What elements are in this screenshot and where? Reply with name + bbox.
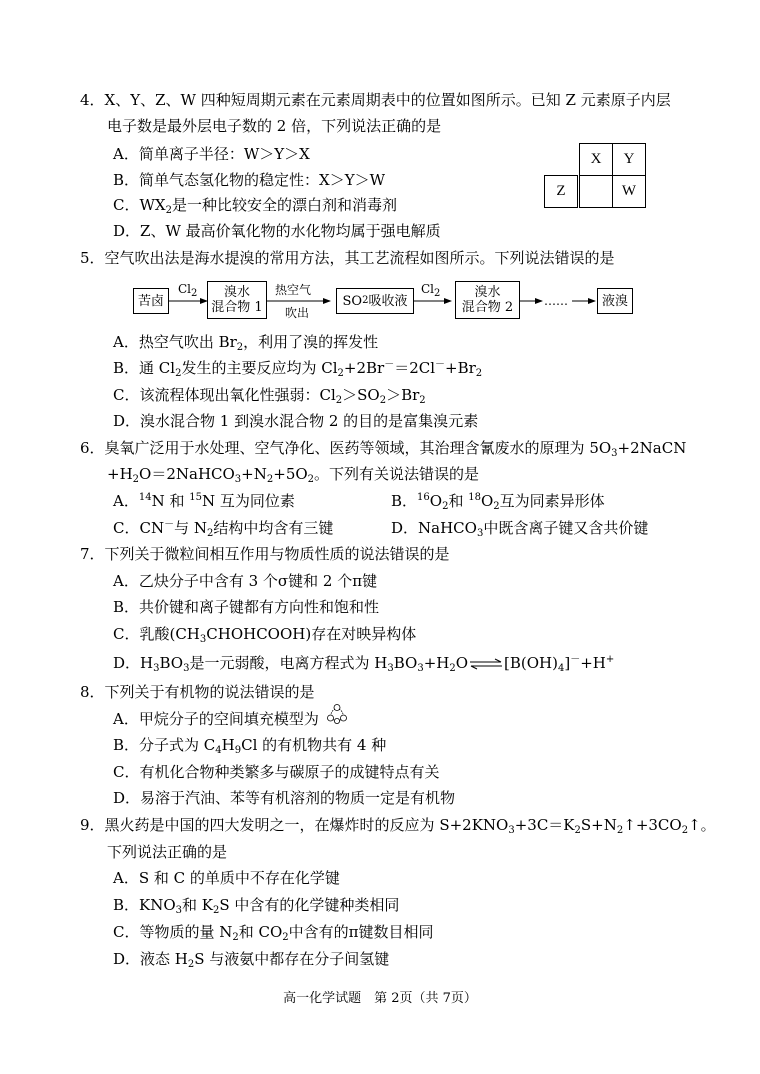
- flow-box-mixture-1: [207, 281, 267, 319]
- q6-option-c: C．CN－与 $N_2$结构中均含有三键: [113, 519, 334, 539]
- q8-option-c: C．有机化合物种类繁多与碳原子的成键特点有关: [113, 763, 440, 781]
- q6-option-d: D．NaHCO$_3$中既含离子键又含共价键: [391, 519, 649, 539]
- q6-stem-line2: $+H_2O=2NaHCO_3+N_2+5O_2$。下列有关说法错误的是: [107, 465, 480, 485]
- flow-box-mixture-2-line1: 溴水: [474, 285, 501, 300]
- cell-y: Y: [612, 143, 646, 176]
- q9-stem-line1: 9．黑火药是中国的四大发明之一，在爆炸时的反应为 $S+2KNO_3+3C=K_2S+N_2↑+3CO_2↑$。: [80, 816, 716, 836]
- q5-option-d: D．溴水混合物 1 到溴水混合物 2 的目的是富集溴元素: [113, 412, 479, 430]
- q6-option-a: A．$^{14}$N 和 $^{15}$N 互为同位素: [113, 492, 295, 510]
- cell-z: Z: [544, 175, 578, 208]
- methane-model-icon: [326, 703, 348, 725]
- q4-stem-line1: 4．X、Y、Z、W 四种短周期元素在元素周期表中的位置如图所示。已知 Z 元素原子内层: [80, 91, 671, 109]
- q7-stem: 7．下列关于微粒间相互作用与物质性质的说法错误的是: [80, 545, 450, 563]
- q8-option-d: D．易溶于汽油、苯等有机溶剂的物质一定是有机物: [113, 789, 456, 807]
- q8-option-b: B．分子式为 $C_4H_9Cl$ 的有机物共有 4 种: [113, 736, 387, 756]
- q4-stem-line2: 电子数是最外层电子数的 2 倍，下列说法正确的是: [107, 117, 442, 135]
- flow-label-hot-air: 热空气: [275, 283, 312, 297]
- flow-box-mixture-1-line2: 混合物 1: [211, 300, 263, 315]
- cell-w: W: [612, 175, 646, 208]
- q8-stem: 8．下列关于有机物的说法错误的是: [80, 683, 315, 701]
- q4-option-a: A．简单离子半径：W＞Y＞X: [113, 145, 310, 163]
- q9-stem-line2: 下列说法正确的是: [107, 843, 228, 861]
- page-footer: 高一化学试题 第 2页（共 7页）: [283, 991, 477, 1006]
- q5-option-b: B．通 $Cl_2$发生的主要反应均为 $Cl_2+2Br^-=2Cl^-+Br_2$: [113, 359, 483, 379]
- cell-x: X: [579, 143, 613, 176]
- flow-label-cl2-2: $Cl_2$: [421, 282, 441, 299]
- q6-option-b: B．$^{16}O_2$和 $^{18}O_2$互为同素异形体: [391, 492, 605, 512]
- flow-box-mixture-1-line1: 溴水: [223, 285, 250, 300]
- flow-box-liquid-bromine: 液溴: [597, 288, 633, 314]
- q4-option-c: C．$WX_2$是一种比较安全的漂白剂和消毒剂: [113, 196, 397, 216]
- q7-option-d: D．$H_3BO_3$是一元弱酸，电离方程式为 $H_3BO_3+H_2O$ $[B(OH)_4]^-+H^+$: [113, 654, 615, 674]
- flow-arrows: [0, 0, 760, 330]
- q7-option-b: B．共价键和离子键都有方向性和饱和性: [113, 598, 380, 616]
- flow-box-brine: 苦卤: [133, 288, 169, 314]
- q5-option-c: C．该流程体现出氧化性强弱：$Cl_2>SO_2>Br_2$: [113, 386, 426, 406]
- q5-option-a: A．热空气吹出 $Br_2$，利用了溴的挥发性: [113, 333, 379, 353]
- equilibrium-arrow-icon: [469, 658, 503, 670]
- q9-option-c: C．等物质的量 $N_2$和 $CO_2$中含有的π键数目相同: [113, 923, 434, 943]
- flow-box-mixture-2-line2: 混合物 2: [461, 300, 514, 315]
- q7-option-c: C．乳酸$(CH_3CHOHCOOH)$存在对映异构体: [113, 625, 417, 645]
- q7-option-a: A．乙炔分子中含有 3 个σ键和 2 个π键: [113, 572, 378, 590]
- q8-option-a: A．甲烷分子的空间填充模型为: [113, 710, 319, 728]
- flow-label-cl2-1: $Cl_2$: [178, 282, 198, 299]
- q4-option-d: D．Z、W 最高价氧化物的水化物均属于强电解质: [113, 222, 441, 240]
- q4-option-b: B．简单气态氢化物的稳定性：X＞Y＞W: [113, 171, 386, 189]
- q9-option-b: B．$KNO_3$和 $K_2S$ 中含有的化学键种类相同: [113, 896, 400, 916]
- q9-option-d: D．液态 $H_2S$ 与液氨中都存在分子间氢键: [113, 950, 390, 970]
- flow-ellipsis: ……: [544, 294, 568, 308]
- q6-stem-line1: 6．臭氧广泛用于水处理、空气净化、医药等领域，其治理含氰废水的原理为 $5O_3+2NaCN$: [80, 439, 687, 459]
- q5-stem: 5．空气吹出法是海水提溴的常用方法，其工艺流程如图所示。下列说法错误的是: [80, 249, 615, 267]
- flow-box-mixture-2: [455, 281, 520, 319]
- flow-box-so2-absorb: SO 2 吸收液: [336, 288, 414, 314]
- flow-label-blow-out: 吹出: [285, 306, 310, 320]
- q9-option-a: A．S 和 C 的单质中不存在化学键: [113, 869, 340, 887]
